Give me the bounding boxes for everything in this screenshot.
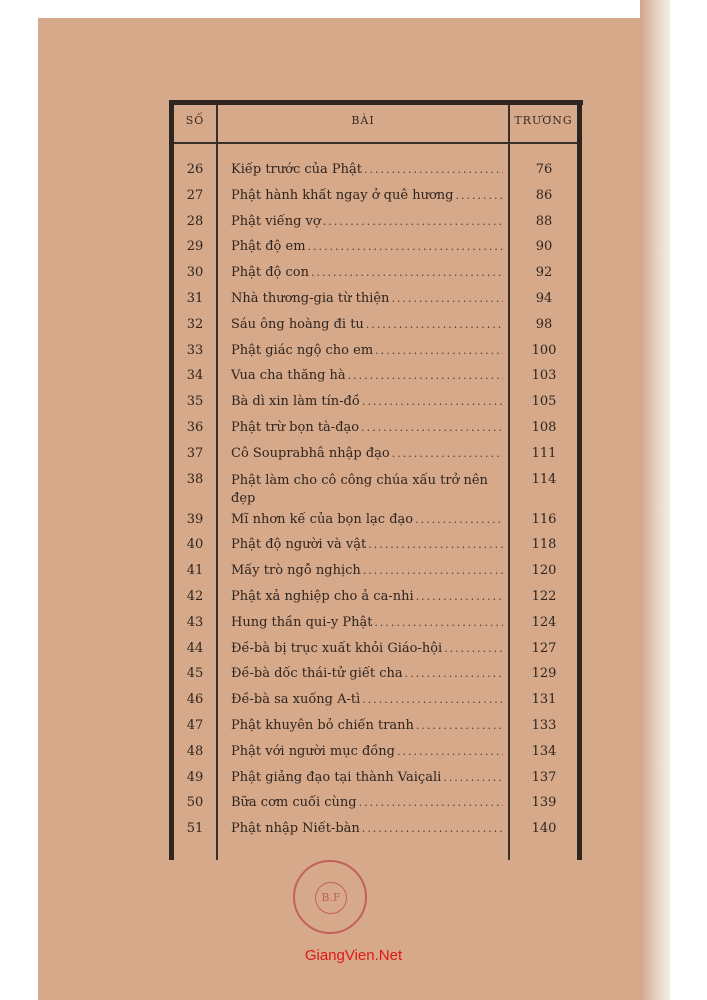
row-page: 131 <box>531 692 557 708</box>
row-number: 35 <box>186 394 204 410</box>
toc-row <box>169 442 583 468</box>
leader-dots <box>374 616 503 629</box>
leader-dots <box>397 745 503 758</box>
toc-row <box>169 766 583 792</box>
leader-dots <box>443 771 503 784</box>
leader-dots <box>359 796 503 809</box>
leader-dots <box>363 564 503 577</box>
row-number: 39 <box>186 511 204 527</box>
row-title: Phật giác ngộ cho em <box>231 342 374 358</box>
row-number: 36 <box>186 420 204 435</box>
row-page: 114 <box>531 471 557 487</box>
toc-row <box>169 714 583 740</box>
row-title: Đề-bà bị trục xuất khỏi Giáo-hội <box>231 640 443 656</box>
toc-row <box>169 611 583 637</box>
row-title-wrap <box>231 420 503 435</box>
toc-row <box>169 261 583 287</box>
leader-dots <box>368 538 503 551</box>
leader-dots <box>444 642 503 655</box>
page-edge <box>640 0 670 1000</box>
leader-dots <box>415 513 503 526</box>
row-page: 108 <box>531 420 557 435</box>
row-page: 76 <box>535 162 553 177</box>
row-number: 38 <box>186 471 204 487</box>
row-title: Phật xả nghiệp cho ả ca-nhi <box>231 589 414 604</box>
row-title-wrap <box>231 291 503 306</box>
leader-dots <box>364 163 503 176</box>
row-title: Hung thần qui-y Phật <box>231 614 373 630</box>
row-title-wrap <box>231 770 503 785</box>
row-page: 103 <box>531 368 557 384</box>
row-title: Nhà thương-gia từ thiện <box>231 291 390 306</box>
row-number: 37 <box>186 445 204 461</box>
toc-row <box>169 637 583 663</box>
row-number: 34 <box>186 368 204 384</box>
row-page: 124 <box>531 614 557 630</box>
leader-dots <box>392 447 503 460</box>
row-title: Sáu ông hoàng đi tu <box>231 316 364 332</box>
row-title: Đề-bà sa xuống A-tì <box>231 692 361 708</box>
row-page: 127 <box>531 640 557 656</box>
toc-row <box>169 390 583 416</box>
row-page: 118 <box>531 537 557 553</box>
row-title-wrap <box>231 343 503 358</box>
leader-dots <box>416 590 503 603</box>
row-page: 116 <box>531 511 557 527</box>
toc-row <box>169 416 583 442</box>
stamp-text: B.F <box>315 882 347 914</box>
row-title: Vua cha thăng hà <box>231 368 346 384</box>
toc-row <box>169 559 583 585</box>
header-title: BÀI <box>351 114 375 127</box>
watermark: GiangVien.Net <box>304 947 403 964</box>
toc-row <box>169 158 583 184</box>
toc-row <box>169 791 583 817</box>
row-title-wrap <box>231 615 503 630</box>
row-page: 129 <box>531 666 557 682</box>
row-number: 42 <box>186 589 204 604</box>
leader-dots <box>323 215 503 228</box>
row-page: 86 <box>535 187 553 203</box>
row-title-wrap <box>231 188 503 203</box>
frame-top-border <box>169 100 583 105</box>
row-title: Cô Souprabhâ nhập đạo <box>231 445 390 461</box>
leader-dots <box>311 266 503 279</box>
row-title: Phật làm cho cô công chúa xấu trở nên đẹp <box>231 472 488 506</box>
row-page: 134 <box>531 743 557 759</box>
row-page: 94 <box>535 291 553 306</box>
row-number: 32 <box>186 316 204 332</box>
row-title: Bà dì xin làm tín-đồ <box>231 394 360 410</box>
row-title-wrap <box>231 446 503 461</box>
toc-row <box>169 817 583 843</box>
row-title-wrap <box>231 641 503 656</box>
leader-dots <box>416 719 503 732</box>
row-number: 26 <box>186 162 204 177</box>
toc-row <box>169 235 583 261</box>
row-title-wrap <box>231 472 503 508</box>
row-page: 137 <box>531 769 557 785</box>
leader-dots <box>366 318 503 331</box>
row-title-wrap <box>231 744 503 759</box>
toc-row <box>169 533 583 559</box>
row-title: Phật nhập Niết-bàn <box>231 821 360 837</box>
leader-dots <box>375 344 503 357</box>
row-number: 50 <box>186 795 204 811</box>
toc-row <box>169 210 583 236</box>
leader-dots <box>391 292 503 305</box>
row-title-wrap <box>231 666 503 681</box>
library-stamp <box>293 860 367 934</box>
row-page: 122 <box>531 589 557 604</box>
row-title: Mấy trò ngỗ nghịch <box>231 563 361 579</box>
row-number: 43 <box>186 614 204 630</box>
table-of-contents <box>169 100 583 860</box>
row-title: Phật giảng đạo tại thành Vaiçali <box>231 769 442 785</box>
row-title: Bữa cơm cuối cùng <box>231 795 357 811</box>
toc-row <box>169 313 583 339</box>
row-number: 49 <box>186 769 204 785</box>
leader-dots <box>348 369 503 382</box>
row-title-wrap <box>231 821 503 836</box>
toc-row <box>169 287 583 313</box>
row-page: 88 <box>535 213 553 229</box>
row-number: 33 <box>186 342 204 358</box>
row-title-wrap <box>231 394 503 409</box>
row-number: 29 <box>186 239 204 255</box>
row-number: 41 <box>186 563 204 579</box>
row-title: Phật độ con <box>231 265 309 281</box>
row-title: Phật viếng vợ <box>231 213 321 229</box>
row-title-wrap <box>231 317 503 332</box>
row-page: 139 <box>531 795 557 811</box>
row-title-wrap <box>231 718 503 733</box>
row-page: 98 <box>535 316 553 332</box>
row-title-wrap <box>231 512 503 527</box>
header-divider <box>174 142 577 144</box>
leader-dots <box>362 693 503 706</box>
row-title: Phật với người mục đồng <box>231 743 395 759</box>
row-title: Mĩ nhơn kế của bọn lạc đạo <box>231 511 414 527</box>
row-title: Phật trừ bọn tà-đạo <box>231 420 360 435</box>
row-page: 92 <box>535 265 553 281</box>
row-page: 111 <box>531 445 557 461</box>
leader-dots <box>362 822 503 835</box>
row-number: 48 <box>186 743 204 759</box>
row-page: 90 <box>535 239 553 255</box>
row-number: 28 <box>186 213 204 229</box>
row-title: Đề-bà dốc thái-tử giết cha <box>231 666 403 682</box>
row-number: 47 <box>186 718 204 733</box>
leader-dots <box>405 667 503 680</box>
row-number: 30 <box>186 265 204 281</box>
header-page: TRƯƠNG <box>514 114 573 127</box>
row-title-wrap <box>231 368 503 383</box>
toc-row <box>169 688 583 714</box>
row-number: 44 <box>186 640 204 656</box>
row-title-wrap <box>231 265 503 280</box>
row-title-wrap <box>231 589 503 604</box>
row-title-wrap <box>231 692 503 707</box>
row-title-wrap <box>231 563 503 578</box>
toc-row <box>169 339 583 365</box>
header-number: SỐ <box>185 114 205 127</box>
row-number: 51 <box>186 821 204 837</box>
row-number: 40 <box>186 537 204 553</box>
toc-row <box>169 662 583 688</box>
row-title: Phật độ em <box>231 239 306 255</box>
toc-row <box>169 364 583 390</box>
toc-row <box>169 740 583 766</box>
row-page: 105 <box>531 394 557 410</box>
leader-dots <box>361 421 503 434</box>
row-title: Phật độ người và vật <box>231 537 367 553</box>
leader-dots <box>362 395 503 408</box>
row-page: 140 <box>531 821 557 837</box>
row-title-wrap <box>231 239 503 254</box>
row-page: 120 <box>531 563 557 579</box>
row-title-wrap <box>231 537 503 552</box>
row-number: 27 <box>186 187 204 203</box>
toc-row <box>169 184 583 210</box>
row-page: 133 <box>531 718 557 733</box>
row-number: 45 <box>186 666 204 682</box>
toc-row <box>169 508 583 534</box>
toc-row <box>169 468 583 508</box>
leader-dots <box>455 189 503 202</box>
toc-row <box>169 585 583 611</box>
leader-dots <box>308 240 503 253</box>
row-title: Kiếp trước của Phật <box>231 162 363 177</box>
row-title-wrap <box>231 162 503 177</box>
row-page: 100 <box>531 342 557 358</box>
row-number: 46 <box>186 692 204 708</box>
row-title-wrap <box>231 795 503 810</box>
row-number: 31 <box>186 291 204 306</box>
row-title: Phật khuyên bỏ chiến tranh <box>231 718 414 733</box>
row-title-wrap <box>231 214 503 229</box>
row-title: Phật hành khất ngay ở quê hương <box>231 187 454 203</box>
